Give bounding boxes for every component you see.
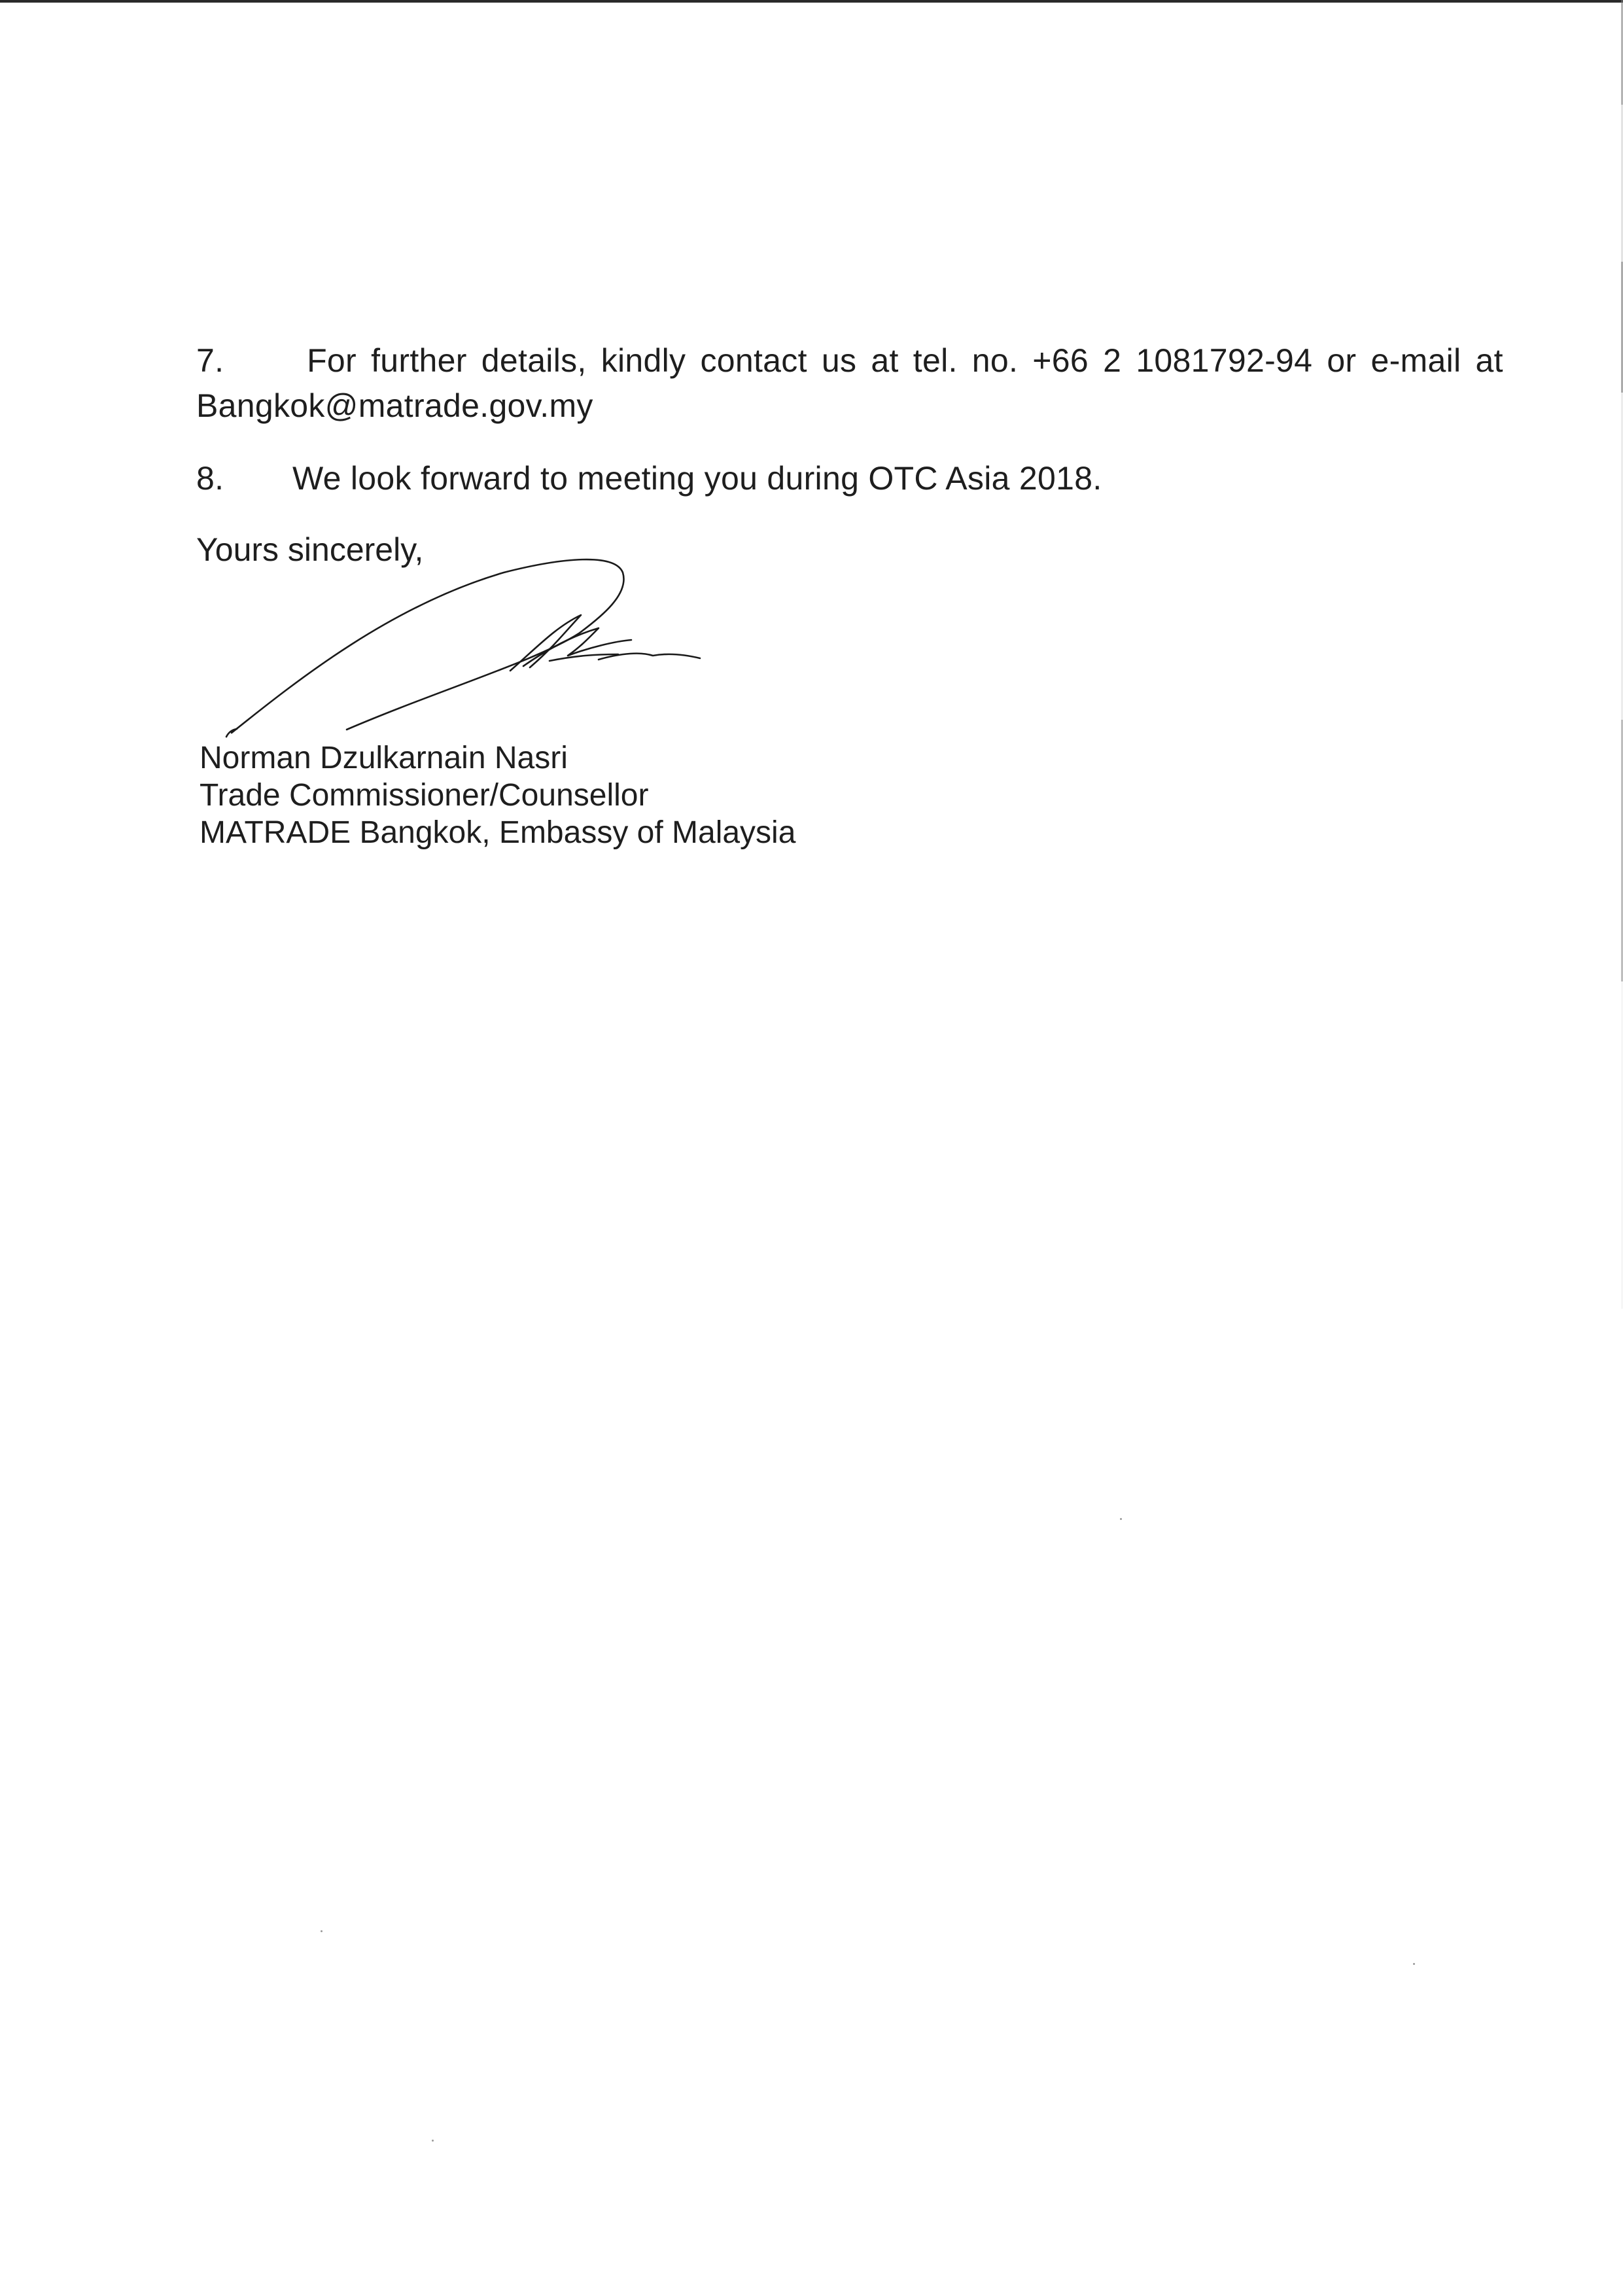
p7-word: kindly bbox=[601, 342, 686, 379]
signatory-title: Trade Commissioner/Counsellor bbox=[200, 778, 649, 813]
paragraph-8 bbox=[196, 456, 1102, 501]
signatory-name: Norman Dzulkarnain Nasri bbox=[200, 741, 568, 775]
p7-word: at bbox=[871, 342, 899, 379]
top-edge-rule bbox=[0, 0, 1623, 3]
p7-word: +66 bbox=[1032, 342, 1089, 379]
p7-word: 1081792-94 bbox=[1136, 342, 1313, 379]
p7-word: 2 bbox=[1103, 342, 1122, 379]
signatory-organization: MATRADE Bangkok, Embassy of Malaysia bbox=[200, 815, 796, 850]
scan-speck bbox=[1120, 1518, 1122, 1520]
p7-word: contact bbox=[700, 342, 807, 379]
p7-word: at bbox=[1475, 342, 1503, 379]
p7-word: e-mail bbox=[1370, 342, 1461, 379]
paragraph-7-line-1 bbox=[196, 338, 1503, 383]
p7-word: tel. bbox=[913, 342, 958, 379]
closing-salutation: Yours sincerely, bbox=[196, 531, 424, 568]
p7-word: details, bbox=[481, 342, 587, 379]
p7-word: further bbox=[371, 342, 467, 379]
p7-word: no. bbox=[971, 342, 1019, 379]
signatory-block bbox=[200, 739, 795, 851]
paragraph-7 bbox=[196, 338, 1503, 429]
p7-word: us bbox=[821, 342, 857, 379]
scan-speck bbox=[432, 2140, 434, 2142]
p7-word: or bbox=[1327, 342, 1357, 379]
paragraph-8-text: We look forward to meeting you during OTC Asia 2018. bbox=[292, 460, 1102, 497]
paragraph-7-number: 7. bbox=[196, 342, 224, 379]
scan-speck bbox=[321, 1930, 323, 1932]
p7-word: For bbox=[307, 342, 357, 379]
paragraph-8-number: 8. bbox=[196, 460, 224, 497]
paragraph-7-email: Bangkok@matrade.gov.my bbox=[196, 387, 593, 424]
scan-speck bbox=[1413, 1963, 1415, 1965]
handwritten-signature bbox=[222, 543, 707, 739]
